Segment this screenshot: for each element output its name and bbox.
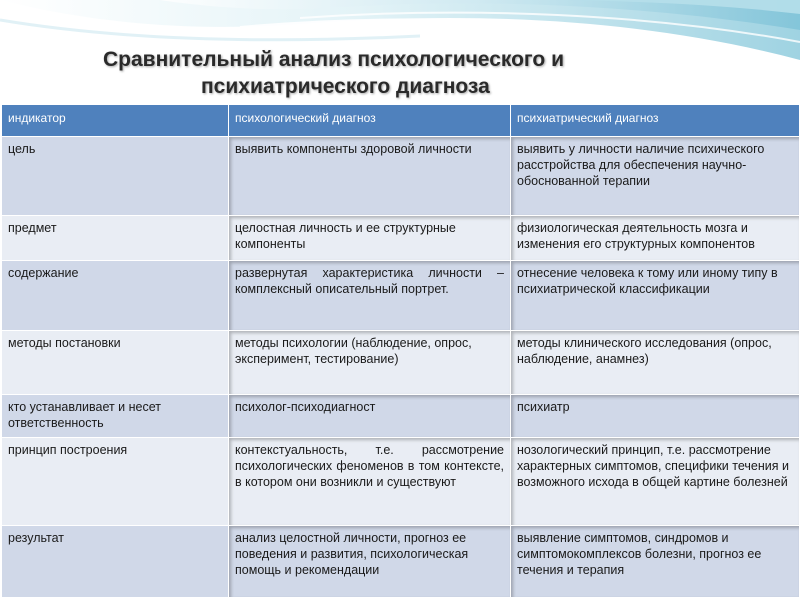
psychiatric-cell: выявление симптомов, синдромов и симптомокомплексов болезни, прогноз ее течения и терапия <box>511 526 800 598</box>
psychiatric-cell: нозологический принцип, т.е. рассмотрение характерных симптомов, специфики течения и возможного исхода в общей картине болезней <box>511 437 800 525</box>
title-line-1: Сравнительный анализ психологического и <box>103 48 564 71</box>
table-row <box>2 394 800 437</box>
psychiatric-cell: отнесение человека к тому или иному типу в психиатрической классификации <box>511 261 800 331</box>
psychological-cell: контекстуальность, т.е. рассмотрение психологических феноменов в том контексте, в котором они возникли и существуют <box>229 437 511 525</box>
psychological-cell: анализ целостной личности, прогноз ее поведения и развития, психологическая помощь и рекомендации <box>229 526 511 598</box>
table-row <box>2 137 800 216</box>
table-row <box>2 437 800 525</box>
header-psychiatric-diagnosis: психиатрический диагноз <box>511 105 800 137</box>
psychological-cell: целостная личность и ее структурные компоненты <box>229 216 511 261</box>
comparison-table <box>1 104 800 598</box>
row-label: методы постановки <box>2 331 229 395</box>
row-label: цель <box>2 137 229 216</box>
row-label: предмет <box>2 216 229 261</box>
table-header-row <box>2 105 800 137</box>
psychiatric-cell: выявить у личности наличие психического расстройства для обеспечения научно-обоснованной терапии <box>511 137 800 216</box>
psychological-cell: психолог-психодиагност <box>229 394 511 437</box>
psychological-cell: развернутая характеристика личности – комплексный описательный портрет. <box>229 261 511 331</box>
psychological-cell: методы психологии (наблюдение, опрос, эксперимент, тестирование) <box>229 331 511 395</box>
psychiatric-cell: физиологическая деятельность мозга и изменения его структурных компонентов <box>511 216 800 261</box>
table-row <box>2 261 800 331</box>
title-line-2: психиатрического диагноза <box>201 75 490 98</box>
table-row <box>2 526 800 598</box>
header-psychological-diagnosis: психологический диагноз <box>229 105 511 137</box>
row-label: результат <box>2 526 229 598</box>
psychiatric-cell: методы клинического исследования (опрос, наблюдение, анамнез) <box>511 331 800 395</box>
row-label: содержание <box>2 261 229 331</box>
header-indicator: индикатор <box>2 105 229 137</box>
table-row <box>2 216 800 261</box>
row-label: принцип построения <box>2 437 229 525</box>
slide-title <box>0 46 800 100</box>
psychiatric-cell: психиатр <box>511 394 800 437</box>
psychological-cell: выявить компоненты здоровой личности <box>229 137 511 216</box>
row-label: кто устанавливает и несет ответственность <box>2 394 229 437</box>
table-row <box>2 331 800 395</box>
